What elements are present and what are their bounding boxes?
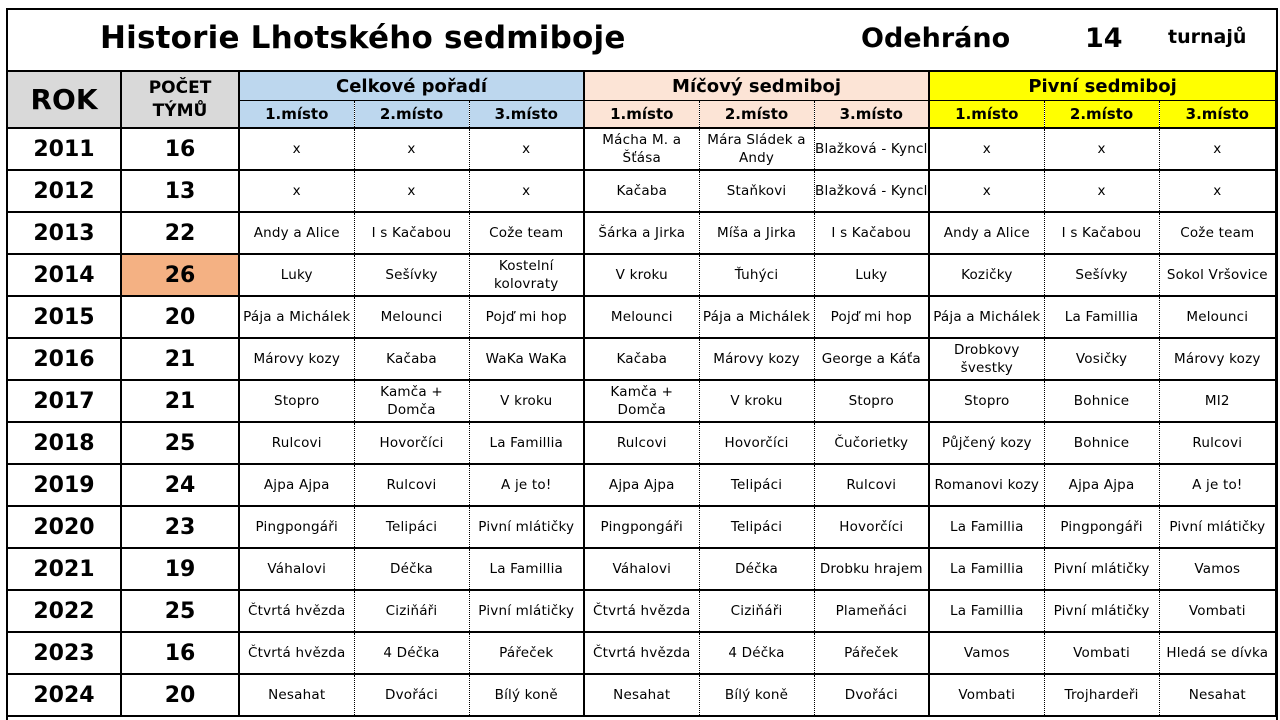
micovy-place-2-cell: Telipáci	[699, 506, 814, 548]
micovy-place-3-cell: Pářeček	[814, 632, 929, 674]
celkove-place-1-cell: Pája a Michálek	[239, 296, 354, 338]
header-place-1: 1.místo	[929, 101, 1044, 129]
year-cell: 2015	[8, 296, 121, 338]
header-group-pivni: Pivní sedmiboj	[929, 72, 1276, 101]
team-count-cell: 26	[121, 254, 239, 296]
header-team-count: POČET TÝMŮ	[121, 72, 239, 128]
year-cell: 2018	[8, 422, 121, 464]
pivni-place-1-cell: La Famillia	[929, 506, 1044, 548]
celkove-place-2-cell: Telipáci	[354, 506, 469, 548]
celkove-place-3-cell: V kroku	[469, 380, 584, 422]
team-count-cell: 23	[121, 506, 239, 548]
micovy-place-1-cell: Čtvrtá hvězda	[584, 590, 699, 632]
celkove-place-1-cell: Rulcovi	[239, 422, 354, 464]
celkove-place-2-cell: Déčka	[354, 548, 469, 590]
header-group-celkove: Celkové pořadí	[239, 72, 584, 101]
table-row	[8, 338, 1276, 380]
pivni-place-3-cell: Pivní mlátičky	[1159, 506, 1276, 548]
table-row	[8, 674, 1276, 716]
pivni-place-3-cell: Márovy kozy	[1159, 338, 1276, 380]
celkove-place-1-cell: x	[239, 128, 354, 170]
celkove-place-2-cell: Kačaba	[354, 338, 469, 380]
table-row	[8, 590, 1276, 632]
pivni-place-3-cell: A je to!	[1159, 464, 1276, 506]
micovy-place-3-cell: Pojď mi hop	[814, 296, 929, 338]
micovy-place-1-cell: Melounci	[584, 296, 699, 338]
team-count-cell: 25	[121, 422, 239, 464]
micovy-place-2-cell: Pája a Michálek	[699, 296, 814, 338]
year-cell: 2021	[8, 548, 121, 590]
table-row	[8, 464, 1276, 506]
header-place-1: 1.místo	[584, 101, 699, 129]
micovy-place-3-cell: George a Káťa	[814, 338, 929, 380]
pivni-place-3-cell: Vombati	[1159, 590, 1276, 632]
pivni-place-3-cell: Sokol Vršovice	[1159, 254, 1276, 296]
pivni-place-2-cell: I s Kačabou	[1044, 212, 1159, 254]
header-place-3: 3.místo	[1159, 101, 1276, 129]
celkove-place-3-cell: La Famillia	[469, 422, 584, 464]
pivni-place-1-cell: x	[929, 128, 1044, 170]
pivni-place-2-cell: La Famillia	[1044, 296, 1159, 338]
pivni-place-2-cell: x	[1044, 128, 1159, 170]
micovy-place-1-cell: Šárka a Jirka	[584, 212, 699, 254]
celkove-place-2-cell: Dvořáci	[354, 674, 469, 716]
celkove-place-3-cell: Pivní mlátičky	[469, 590, 584, 632]
team-count-cell: 22	[121, 212, 239, 254]
micovy-place-2-cell: Míša a Jirka	[699, 212, 814, 254]
micovy-place-2-cell: Ciziňáři	[699, 590, 814, 632]
title-bar	[8, 10, 1276, 72]
table-row	[8, 506, 1276, 548]
year-cell: 2019	[8, 464, 121, 506]
pivni-place-1-cell: Drobkovy švestky	[929, 338, 1044, 380]
celkove-place-3-cell: Kostelní kolovraty	[469, 254, 584, 296]
micovy-place-3-cell: Blažková - Kyncl	[814, 170, 929, 212]
micovy-place-1-cell: Kamča + Domča	[584, 380, 699, 422]
celkove-place-2-cell: Kamča + Domča	[354, 380, 469, 422]
pivni-place-2-cell: Sešívky	[1044, 254, 1159, 296]
micovy-place-1-cell: Váhalovi	[584, 548, 699, 590]
table-body	[8, 128, 1276, 716]
micovy-place-1-cell: V kroku	[584, 254, 699, 296]
played-label: Odehráno	[861, 23, 1011, 54]
pivni-place-3-cell: Melounci	[1159, 296, 1276, 338]
team-count-cell: 20	[121, 674, 239, 716]
pivni-place-1-cell: La Famillia	[929, 548, 1044, 590]
celkove-place-1-cell: Márovy kozy	[239, 338, 354, 380]
micovy-place-1-cell: Rulcovi	[584, 422, 699, 464]
micovy-place-3-cell: I s Kačabou	[814, 212, 929, 254]
pivni-place-1-cell: Stopro	[929, 380, 1044, 422]
micovy-place-1-cell: Čtvrtá hvězda	[584, 632, 699, 674]
pivni-place-1-cell: La Famillia	[929, 590, 1044, 632]
team-count-cell: 19	[121, 548, 239, 590]
pivni-place-2-cell: Pivní mlátičky	[1044, 548, 1159, 590]
pivni-place-3-cell: x	[1159, 128, 1276, 170]
micovy-place-2-cell: Hovorčíci	[699, 422, 814, 464]
pivni-place-3-cell: Vamos	[1159, 548, 1276, 590]
pivni-place-1-cell: Půjčený kozy	[929, 422, 1044, 464]
celkove-place-1-cell: Váhalovi	[239, 548, 354, 590]
year-cell: 2014	[8, 254, 121, 296]
celkove-place-2-cell: x	[354, 170, 469, 212]
pivni-place-1-cell: Pája a Michálek	[929, 296, 1044, 338]
team-count-cell: 24	[121, 464, 239, 506]
year-cell: 2016	[8, 338, 121, 380]
year-cell: 2017	[8, 380, 121, 422]
played-unit: turnajů	[1168, 26, 1247, 48]
celkove-place-1-cell: Čtvrtá hvězda	[239, 632, 354, 674]
header-year: ROK	[8, 72, 121, 128]
celkove-place-3-cell: Cože team	[469, 212, 584, 254]
celkove-place-1-cell: Stopro	[239, 380, 354, 422]
micovy-place-2-cell: Staňkovi	[699, 170, 814, 212]
team-count-cell: 16	[121, 632, 239, 674]
team-count-cell: 16	[121, 128, 239, 170]
table-row	[8, 128, 1276, 170]
year-cell: 2013	[8, 212, 121, 254]
celkove-place-3-cell: A je to!	[469, 464, 584, 506]
year-cell: 2011	[8, 128, 121, 170]
team-count-cell: 20	[121, 296, 239, 338]
year-cell: 2023	[8, 632, 121, 674]
celkove-place-2-cell: Ciziňáři	[354, 590, 469, 632]
pivni-place-2-cell: Pingpongáři	[1044, 506, 1159, 548]
micovy-place-3-cell: Blažková - Kyncl	[814, 128, 929, 170]
celkove-place-2-cell: Hovorčíci	[354, 422, 469, 464]
micovy-place-3-cell: Dvořáci	[814, 674, 929, 716]
team-count-cell: 25	[121, 590, 239, 632]
pivni-place-3-cell: Cože team	[1159, 212, 1276, 254]
pivni-place-2-cell: Ajpa Ajpa	[1044, 464, 1159, 506]
micovy-place-2-cell: 4 Déčka	[699, 632, 814, 674]
pivni-place-1-cell: Vamos	[929, 632, 1044, 674]
pivni-place-1-cell: Romanovi kozy	[929, 464, 1044, 506]
micovy-place-3-cell: Stopro	[814, 380, 929, 422]
header-place-1: 1.místo	[239, 101, 354, 129]
header-place-2: 2.místo	[1044, 101, 1159, 129]
table-row	[8, 548, 1276, 590]
celkove-place-2-cell: Sešívky	[354, 254, 469, 296]
pivni-place-2-cell: Pivní mlátičky	[1044, 590, 1159, 632]
celkove-place-2-cell: 4 Déčka	[354, 632, 469, 674]
celkove-place-2-cell: Rulcovi	[354, 464, 469, 506]
micovy-place-2-cell: Telipáci	[699, 464, 814, 506]
celkove-place-3-cell: x	[469, 170, 584, 212]
table-row	[8, 632, 1276, 674]
celkove-place-3-cell: x	[469, 128, 584, 170]
pivni-place-2-cell: Bohnice	[1044, 380, 1159, 422]
micovy-place-2-cell: Bílý koně	[699, 674, 814, 716]
team-count-cell: 21	[121, 338, 239, 380]
micovy-place-3-cell: Drobku hrajem	[814, 548, 929, 590]
header-place-2: 2.místo	[699, 101, 814, 129]
header-place-3: 3.místo	[469, 101, 584, 129]
micovy-place-2-cell: Ťuhýci	[699, 254, 814, 296]
celkove-place-1-cell: Pingpongáři	[239, 506, 354, 548]
pivni-place-1-cell: Vombati	[929, 674, 1044, 716]
pivni-place-2-cell: x	[1044, 170, 1159, 212]
celkove-place-3-cell: La Famillia	[469, 548, 584, 590]
micovy-place-2-cell: Mára Sládek a Andy	[699, 128, 814, 170]
micovy-place-1-cell: Kačaba	[584, 338, 699, 380]
celkove-place-2-cell: Melounci	[354, 296, 469, 338]
pivni-place-2-cell: Bohnice	[1044, 422, 1159, 464]
celkove-place-3-cell: Bílý koně	[469, 674, 584, 716]
team-count-cell: 21	[121, 380, 239, 422]
pivni-place-1-cell: x	[929, 170, 1044, 212]
pivni-place-3-cell: x	[1159, 170, 1276, 212]
pivni-place-3-cell: Hledá se dívka	[1159, 632, 1276, 674]
pivni-place-1-cell: Andy a Alice	[929, 212, 1044, 254]
table-row	[8, 212, 1276, 254]
micovy-place-1-cell: Mácha M. a Šťása	[584, 128, 699, 170]
header-group-micovy: Míčový sedmiboj	[584, 72, 929, 101]
pivni-place-1-cell: Kozičky	[929, 254, 1044, 296]
pivni-place-2-cell: Trojhardeři	[1044, 674, 1159, 716]
table-row	[8, 296, 1276, 338]
pivni-place-3-cell: Nesahat	[1159, 674, 1276, 716]
micovy-place-1-cell: Ajpa Ajpa	[584, 464, 699, 506]
celkove-place-2-cell: I s Kačabou	[354, 212, 469, 254]
team-count-cell: 13	[121, 170, 239, 212]
micovy-place-3-cell: Luky	[814, 254, 929, 296]
pivni-place-3-cell: MI2	[1159, 380, 1276, 422]
celkove-place-3-cell: WaKa WaKa	[469, 338, 584, 380]
pivni-place-2-cell: Vosičky	[1044, 338, 1159, 380]
played-count: 14	[1085, 23, 1123, 54]
micovy-place-3-cell: Hovorčíci	[814, 506, 929, 548]
year-cell: 2022	[8, 590, 121, 632]
table-row	[8, 170, 1276, 212]
year-cell: 2024	[8, 674, 121, 716]
celkove-place-2-cell: x	[354, 128, 469, 170]
micovy-place-3-cell: Rulcovi	[814, 464, 929, 506]
page-title: Historie Lhotského sedmiboje	[100, 20, 626, 56]
celkove-place-3-cell: Pojď mi hop	[469, 296, 584, 338]
header-place-3: 3.místo	[814, 101, 929, 129]
celkove-place-1-cell: Andy a Alice	[239, 212, 354, 254]
celkove-place-1-cell: Ajpa Ajpa	[239, 464, 354, 506]
pivni-place-2-cell: Vombati	[1044, 632, 1159, 674]
celkove-place-1-cell: Luky	[239, 254, 354, 296]
micovy-place-2-cell: Márovy kozy	[699, 338, 814, 380]
year-cell: 2020	[8, 506, 121, 548]
year-cell: 2012	[8, 170, 121, 212]
micovy-place-1-cell: Pingpongáři	[584, 506, 699, 548]
table-row	[8, 254, 1276, 296]
header-place-2: 2.místo	[354, 101, 469, 129]
celkove-place-1-cell: Čtvrtá hvězda	[239, 590, 354, 632]
micovy-place-1-cell: Nesahat	[584, 674, 699, 716]
micovy-place-1-cell: Kačaba	[584, 170, 699, 212]
micovy-place-3-cell: Plameňáci	[814, 590, 929, 632]
celkove-place-3-cell: Pářeček	[469, 632, 584, 674]
celkove-place-1-cell: Nesahat	[239, 674, 354, 716]
history-table	[8, 72, 1277, 717]
pivni-place-3-cell: Rulcovi	[1159, 422, 1276, 464]
micovy-place-2-cell: Déčka	[699, 548, 814, 590]
celkove-place-3-cell: Pivní mlátičky	[469, 506, 584, 548]
micovy-place-3-cell: Čučorietky	[814, 422, 929, 464]
micovy-place-2-cell: V kroku	[699, 380, 814, 422]
table-row	[8, 380, 1276, 422]
results-sheet	[6, 8, 1278, 720]
celkove-place-1-cell: x	[239, 170, 354, 212]
table-row	[8, 422, 1276, 464]
